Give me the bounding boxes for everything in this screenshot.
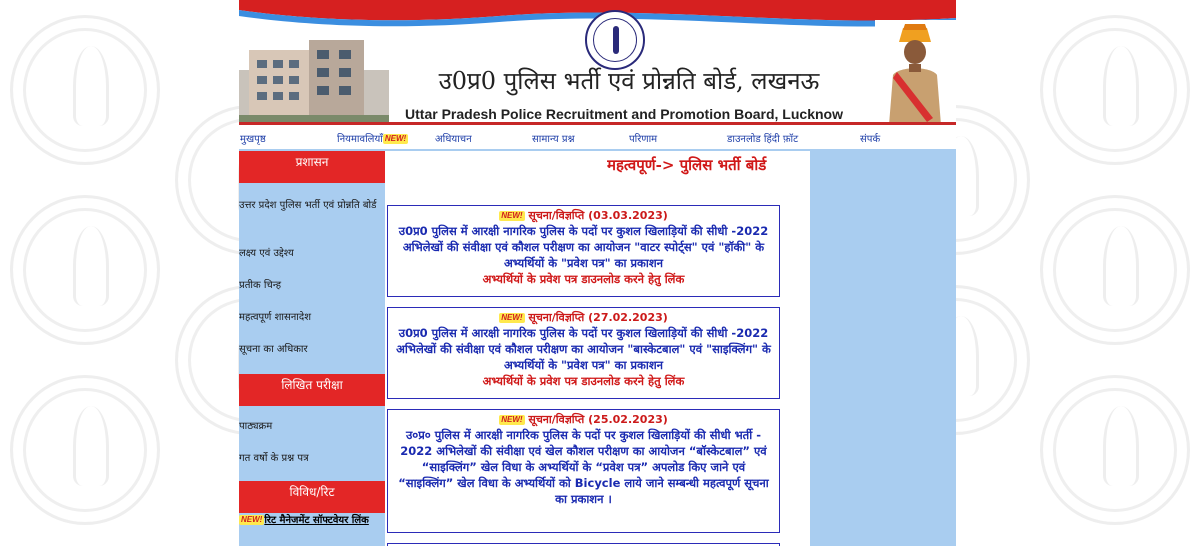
board-emblem-logo (585, 10, 645, 70)
notice-card (387, 307, 780, 399)
sidebar-link-rti[interactable]: सूचना का अधिकार (239, 344, 308, 355)
sidebar-link-aims-objectives[interactable]: लक्ष्य एवं उद्देश्य (239, 248, 294, 259)
notice-heading: NEW! सूचना/विज्ञप्ति (03.03.2023) (501, 209, 668, 222)
header-title-english: Uttar Pradesh Police Recruitment and Promotion Board, Lucknow (405, 106, 843, 122)
sidebar-link-emblem[interactable]: प्रतीक चिन्ह (239, 280, 282, 291)
background-seal-watermark (10, 195, 160, 345)
important-news-marquee: महत्वपूर्ण-> पुलिस भर्ती बोर्ड (607, 156, 767, 174)
sidebar-link-previous-papers[interactable]: गत वर्षो के प्रश्न पत्र (239, 453, 309, 464)
admit-card-download-link[interactable]: अभ्यर्थियों के प्रवेश पत्र डाउनलोड करने हेतु लिंक (482, 272, 685, 286)
sidebar-link-syllabus[interactable]: पाठ्यक्रम (239, 421, 273, 432)
notice-body: उ0प्र0 पुलिस में आरक्षी नागरिक पुलिस के पदों पर कुशल खिलाड़ियों की सीधी -2022 अभिलेखों की संवीक्षा एवं कौशल परीक्षण का आयोजन "बास्केटबाल" एवं "साइक्लिंग" के अभ्यर्थियों के "प्रवेश पत्र" का प्रकाशन (396, 326, 771, 372)
new-badge-icon: NEW! (501, 211, 523, 220)
site-header (239, 0, 956, 125)
left-sidebar (239, 151, 385, 546)
right-sidebar (810, 151, 956, 546)
sidebar-link-writ-management[interactable]: NEW! रिट मैनेजमेंट सॉफ्टवेयर लिंक (241, 515, 369, 526)
main-content (385, 151, 810, 546)
notice-heading: NEW! सूचना/विज्ञप्ति (27.02.2023) (501, 311, 668, 324)
sidebar-heading-written-exam: लिखित परीक्षा (239, 374, 385, 406)
nav-download-hindi-font[interactable]: डाउनलोड हिंदी फ़ॉट (727, 134, 799, 145)
notice-card (387, 205, 780, 297)
new-badge-icon: NEW! (384, 134, 407, 143)
notice-body: उ०प्र० पुलिस में आरक्षी नागरिक पुलिस के पदों पर कुशल खिलाड़ियों की सीधी भर्ती - 2022 अभिलेखों की संवीक्षा एवं खेल कौशल परीक्षण का आयोजन “बॉस्केटबाल” एवं “साइक्लिंग” खेल विधा के अभ्यर्थियों के “प्रवेश पत्र” अपलोड किए जाने एवं “साइक्लिंग” खेल विधा के अभ्यर्थियों को Bicycle लाये जाने सम्बन्धी महत्वपूर्ण सूचना का प्रकाशन । (398, 428, 769, 506)
new-badge-icon: NEW! (501, 313, 523, 322)
notice-body: उ0प्र0 पुलिस में आरक्षी नागरिक पुलिस के पदों पर कुशल खिलाड़ियों की सीधी -2022 अभिलेखों की संवीक्षा एवं कौशल परीक्षण का आयोजन "वाटर स्पोर्ट्स" एवं "हॉकी" के अभ्यर्थियों के "प्रवेश पत्र" का प्रकाशन (398, 224, 769, 270)
notice-heading: NEW! सूचना/विज्ञप्ति (25.02.2023) (501, 413, 668, 426)
website-frame (239, 0, 956, 546)
main-navigation (239, 125, 956, 151)
content-area (239, 151, 956, 546)
sidebar-heading-administration: प्रशासन (239, 151, 385, 183)
nav-home[interactable]: मुखपृष्ठ (240, 134, 266, 145)
background-seal-watermark (1040, 15, 1190, 165)
sidebar-heading-misc-writ: विविध/रिट (239, 481, 385, 513)
headquarters-building-image (239, 40, 389, 125)
nav-rules[interactable]: नियमावलियाँ NEW! (337, 134, 407, 145)
admit-card-download-link[interactable]: अभ्यर्थियों के प्रवेश पत्र डाउनलोड करने हेतु लिंक (482, 374, 685, 388)
sidebar-link-board[interactable]: उत्तर प्रदेश पुलिस भर्ती एवं प्रोन्नति बोर्ड (239, 200, 377, 211)
nav-results[interactable]: परिणाम (629, 134, 658, 145)
nav-requisition[interactable]: अधियाचन (435, 134, 472, 145)
background-seal-watermark (1040, 375, 1190, 525)
background-seal-watermark (10, 375, 160, 525)
background-seal-watermark (1040, 195, 1190, 345)
notice-card[interactable] (387, 409, 780, 533)
sidebar-link-government-orders[interactable]: महत्वपूर्ण शासनादेश (239, 312, 311, 323)
header-title-hindi: उ0प्र0 पुलिस भर्ती एवं प्रोन्नति बोर्ड, लखनऊ (438, 67, 820, 95)
background-seal-watermark (10, 15, 160, 165)
new-badge-icon: NEW! (501, 415, 523, 424)
police-officer-image (875, 20, 956, 125)
new-badge-icon: NEW! (241, 515, 263, 524)
nav-faq[interactable]: सामान्य प्रश्न (532, 134, 575, 145)
nav-contact[interactable]: संपर्क (860, 134, 881, 145)
